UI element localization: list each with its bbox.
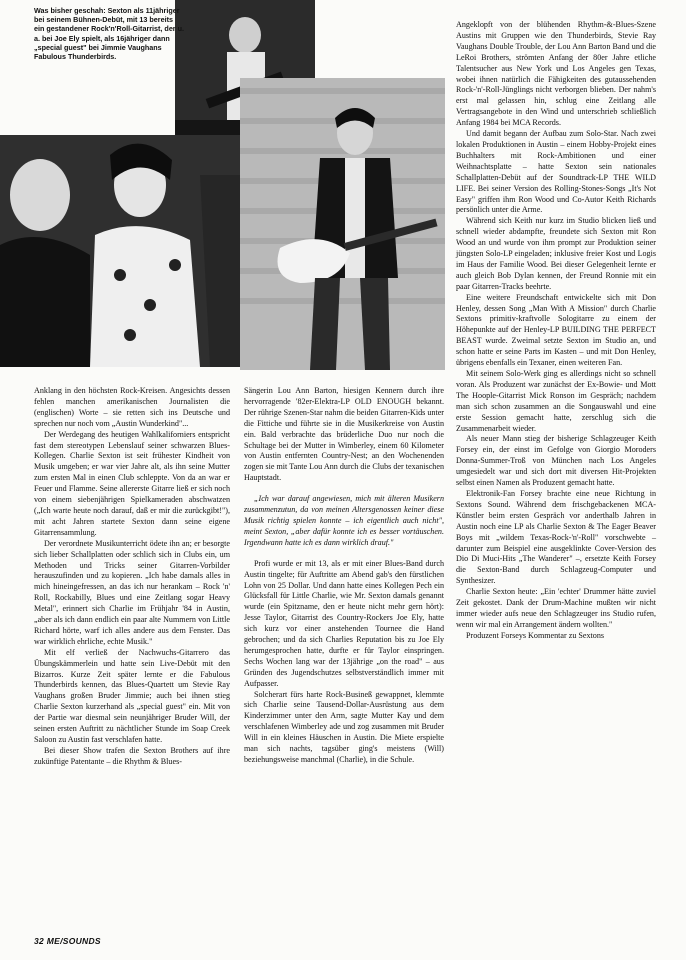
photo-band-portrait (0, 135, 248, 367)
paragraph: Der Werdegang des heutigen Wahlkaliforniers entspricht fast dem stereotypen Lebenslauf seiner schwarzen Blues-Kollegen. Charlie Sexton ist seit frühester Kindheit von Musik umgeben; er war vier Jahre alt, als ihn seine Mutter zum ersten Mal in einen Club schleppte. Von da an war er Feuer und Flamme. Seine allererste Gitarre ließ er sich noch von einem siebenjährigen Spielkameraden abschwatzen („Ich warte heute noch darauf, daß er mir die zurückgibt!"), mit acht Jahren startete Sexton dann seine eigene Gitarrensammlung. (34, 429, 230, 537)
page-footer: 32 ME/SOUNDS (34, 936, 101, 946)
paragraph: Elektronik-Fan Forsey brachte eine neue Richtung in Sextons Sound. Während dem frischgebackenen MCA-Künstler beim ersten Gespräch vor anderthalb Jahren in Austin noch eine LP als Charlie Sexton & The Eager Beaver Boys mit „wildem Texas-Rock-'n'-Roll" vorschwebte – darunter zum Beispiel eine ausgeklinkte Cover-Version des Dio Di Muci-Hits „The Wanderer" –, ersetzte Keith Forsey die Sexton-Band durch Schlagzeug-Computer und Synthesizer. (456, 488, 656, 586)
paragraph: Der verordnete Musikunterricht ödete ihn an; er besorgte sich lieber Schallplatten oder schlich sich in Clubs ein, um Methoden und Tricks seiner Gitarren-Vorbilder herauszufinden und zu kopieren. „Ich habe damals alles in mich hineingefressen, an das ich nur herankam – Rock 'n' Roll, Rockabilly, Blues und eine Zeitlang sogar Heavy Metal", erinnert sich Charlie im Frühjahr '84 in Austin, „aber als ich dann endlich ein paar alte Nummern von Little Richard hörte, warf ich alles andere aus dem Fenster. Das war wirklich ehrliche, echte Musik." (34, 538, 230, 646)
article-column-1 (34, 386, 230, 768)
paragraph: Mit elf verließ der Nachwuchs-Gitarrero das Übungskämmerlein und hatte sein Live-Debüt mit den Bizarros. Kurze Zeit später lernte er die Fabulous Thunderbirds kennen, das Blues-Quartett um Stevie Ray Vaughans großen Bruder Jimmie; auch bei ihnen stieg Charlie Sexton kurzerhand als „special guest" ein. Mit von der Partie war diesmal sein neunjähriger Bruder Will, der seinen ersten Auftritt zu nächtlicher Stunde im Soap Creek Saloon zu Austin fast verschlafen hatte. (34, 647, 230, 744)
photo-guitarist-wall (240, 78, 445, 370)
photo-icon (240, 78, 445, 370)
article-column-2 (244, 386, 444, 766)
paragraph: Anklang in den höchsten Rock-Kreisen. Angesichts dessen fehlen manchen amerikanischen Journalisten die (englischen) Worte – sie retten sich ins Deutsche und sprechen nur noch vom „Austin Wunderkind"... (34, 386, 230, 428)
paragraph: Während sich Keith nur kurz im Studio blicken ließ und schnell wieder abdampfte, freundete sich Sexton mit Ron Wood an und wurde von ihm prompt zur Produktion seiner jüngsten Solo-LP eingeladen; inklusive freier Kost und Logis im Haus der Familie Wood. Bei dieser Gelegenheit lernte er auch gleich Bob Dylan kennen, der Freund Ronnie mit ein paar Gitarren-Tracks beehrte. (456, 216, 656, 291)
paragraph: Als neuer Mann stieg der bisherige Schlagzeuger Keith Forsey ein, der einst im Gefolge von Giorgio Moroders Donna-Summer-Troß von München nach Los Angeles umgesiedelt war und sich dort mit diversen Hit-Projekten selbst einen Namen als Produzent gemacht hatte. (456, 434, 656, 488)
paragraph: Solcherart fürs harte Rock-Busineß gewappnet, klemmte sich Charlie seine Tausend-Dollar-Ausrüstung aus dem Kinderzimmer unter den Arm, sagte Mutter Kay und dem verschlafenen Wimberley ade und zog zusammen mit Bruder Will in ein kleines Häuschen in Austin. Die Miete erspielte man sich nachts, tagsüber ging's meistens (Will) beziehungsweise manchmal (Charlie), in die Schule. (244, 689, 444, 764)
paragraph: Sängerin Lou Ann Barton, hiesigen Kennern durch ihre hervorragende '82er-Elektra-LP OLD ENOUGH bekannt. Der rührige Szenen-Star nahm die beiden Gitarren-Kids unter die Fittiche und führte sie in die Musikerkreise von Austin ein. Bald verbrachte das brüderliche Duo nur noch die Schultage bei der Mutter in Wimberley, einem 60 Kilometer von Austin entfernten Country-Nest; an den Wochenenden zogen sie mit Tante Lou Ann durch die Clubs der texanischen Hauptstadt. (244, 386, 444, 483)
quote-paragraph: „Ich war darauf angewiesen, mich mit älteren Musikern zusammenzutun, da von meinen Altersgenossen keiner diese Musik richtig spielen konnte – ich eigentlich auch nicht", meint Sexton, „aber dafür konnte ich es besser vortäuschen. Irgendwann hatte ich es dann wirklich drauf." (244, 494, 444, 547)
paragraph: Charlie Sexton heute: „Ein 'echter' Drummer hätte zuviel Zeit gekostet. Dank der Drum-Machine mußten wir nicht immer wieder aufs neue den Schlagzeuger ins Studio rufen, wenn wir mal ein Arrangement ändern wollten." (456, 587, 656, 629)
photo-icon (0, 135, 248, 367)
photo-caption: Was bisher geschah: Sexton als 11jähriger bei seinem Bühnen-Debüt, mit 13 bereits ein gestandener Rock'n'Roll-Gitarrist, der u. a. bei Joe Ely spielt, als 16jähriger dann „special guest" bei Jimmie Vaughans Fabulous Thunderbirds. (34, 6, 184, 62)
paragraph: Angeklopft von der blühenden Rhythm-&-Blues-Szene Austins mit Gruppen wie den Thunderbirds, Stevie Ray Vaughans Double Trouble, der Lou Ann Barton Band und die LeRoi Brothers, strömten Anfang der 80er Jahre etliche Talentsucher aus New York und Los Angeles gen Texas, wobei ihnen natürlich die Fähigkeiten des gutaussehenden Rock-'n'-Roll-Jünglings nicht verborgen blieben. Der nahm's erst mal gelassen hin, schlug eine Zeitlang alle Vertragsangebote in den Wind und unterschrieb schließlich Anfang 1984 bei MCA Records. (456, 20, 656, 128)
paragraph: Produzent Forseys Kommentar zu Sextons (466, 630, 605, 640)
paragraph: Eine weitere Freundschaft entwickelte sich mit Don Henley, dessen Song „Man With A Mission" durch Charlie Sextons primitiv-kraftvolle Sologitarre zu einem der Höhepunkte auf der Henley-LP BUILDING THE PERFECT BEAST wurde. Zweimal setzte Sexton im Studio an, und schon hatte er seine Parts im Kasten – und mit Don Henley, übrigens ebenfalls ein Texaner, einen weiteren Fan. (456, 292, 656, 368)
paragraph: Mit seinem Solo-Werk ging es allerdings nicht so schnell voran. Als Produzent war zunächst der Ex-Bowie- und Mott The Hoople-Gitarrist Mick Ronson im Gespräch; nachdem man sich schon zusammen an die Songauswahl und eine erste Session gemacht hatte, zerschlug sich die Zusammenarbeit wieder. (456, 369, 656, 433)
paragraph: Und damit begann der Aufbau zum Solo-Star. Nach zwei lokalen Produktionen in Austin – einem Hobby-Projekt eines Buchhalters mit Rock-Ambitionen und einer Weihnachtsplatte – hatte Sexton sein nationales Schallplatten-Debüt auf der Soundtrack-LP THE WILD LIFE. Bei seiner Version des Rolling-Stones-Songs „It's Not Easy" griffen ihm Ron Wood und Co-Autor Keith Richards persönlich unter die Arme. (456, 129, 656, 215)
article-column-3 (456, 20, 656, 642)
paragraph: Bei dieser Show trafen die Sexton Brothers auf ihre zukünftige Patentante – die Rhythm & Blues- (34, 745, 230, 766)
paragraph: Profi wurde er mit 13, als er mit einer Blues-Band durch Austin tingelte; für Auftritte am Abend gab's den fürstlichen Lohn von 25 Dollar. Und dann hatte eines Kollegen Pech ein Glücksfall für Little Charlie, wie Mr. Sexton damals genannt wurde (ein Spitzname, den er heute nicht mehr gern hört): Jesse Taylor, Gitarrist des Country-Rockers Joe Ely, hatte sich kurz vor einer anstehenden Tournee die Hand gebrochen; und da sich Charlies Reputation bis zu Joe Ely herumgesprochen hatte, durfte er für Taylor einspringen. Sechs Wochen lang war der 13jährige „on the road" – aus Gründen des Jugendschutzes selbstverständlich immer mit Aufpasser. (244, 558, 444, 688)
